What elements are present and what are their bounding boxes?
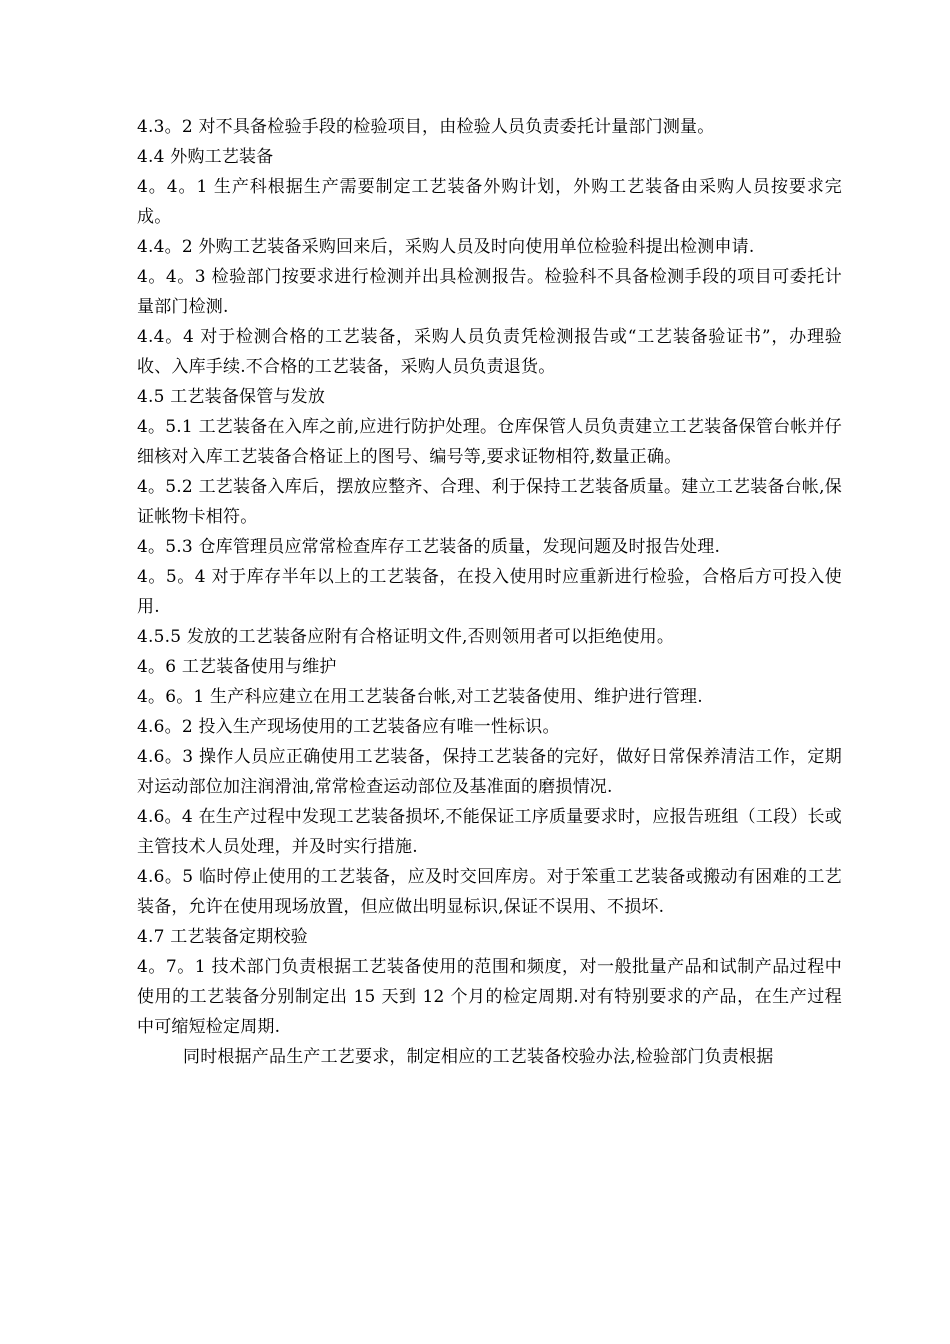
- paragraph-4-6-5: 4.6。5 临时停止使用的工艺装备，应及时交回库房。对于笨重工艺装备或搬动有困难的工艺装备，允许在使用现场放置，但应做出明显标识,保证不误用、不损坏.: [137, 867, 842, 917]
- paragraph-4-6-2: 4.6。2 投入生产现场使用的工艺装备应有唯一性标识。: [137, 717, 560, 737]
- paragraph-4-5-2: 4。5.2 工艺装备入库后，摆放应整齐、合理、利于保持工艺装备质量。建立工艺装备台帐,保证帐物卡相符。: [137, 477, 842, 527]
- paragraph-4-4-3: 4。4。3 检验部门按要求进行检测并出具检测报告。检验科不具备检测手段的项目可委托计量部门检测.: [137, 267, 842, 317]
- paragraph-4-5-3: 4。5.3 仓库管理员应常常检查库存工艺装备的质量，发现问题及时报告处理.: [137, 537, 721, 557]
- paragraph-4-5-5: 4.5.5 发放的工艺装备应附有合格证明文件,否则领用者可以拒绝使用。: [137, 627, 675, 647]
- paragraph-4-5-1: 4。5.1 工艺装备在入库之前,应进行防护处理。仓库保管人员负责建立工艺装备保管台帐并仔细核对入库工艺装备合格证上的图号、编号等,要求证物相符,数量正确。: [137, 417, 842, 467]
- paragraph-4-5-4: 4。5。4 对于库存半年以上的工艺装备，在投入使用时应重新进行检验，合格后方可投入使用.: [137, 567, 842, 617]
- heading-4-5: 4.5 工艺装备保管与发放: [137, 387, 326, 407]
- paragraph-4-6-4: 4.6。4 在生产过程中发现工艺装备损坏,不能保证工序质量要求时，应报告班组（工段）长或主管技术人员处理，并及时实行措施.: [137, 807, 842, 857]
- paragraph-continuation: 同时根据产品生产工艺要求，制定相应的工艺装备校验办法,检验部门负责根据: [183, 1047, 774, 1067]
- heading-4-6: 4。6 工艺装备使用与维护: [137, 657, 337, 677]
- paragraph-4-4-4: 4.4。4 对于检测合格的工艺装备，采购人员负责凭检测报告或“工艺装备验证书”，办理验收、入库手续.不合格的工艺装备，采购人员负责退货。: [137, 327, 842, 377]
- document-page: [137, 112, 842, 1072]
- paragraph-4-6-3: 4.6。3 操作人员应正确使用工艺装备，保持工艺装备的完好，做好日常保养清洁工作，定期对运动部位加注润滑油,常常检查运动部位及基准面的磨损情况.: [137, 747, 842, 797]
- paragraph-4-6-1: 4。6。1 生产科应建立在用工艺装备台帐,对工艺装备使用、维护进行管理.: [137, 687, 703, 707]
- paragraph-4-4-2: 4.4。2 外购工艺装备采购回来后，采购人员及时向使用单位检验科提出检测申请.: [137, 237, 755, 257]
- heading-4-4: 4.4 外购工艺装备: [137, 147, 274, 167]
- heading-4-7: 4.7 工艺装备定期校验: [137, 927, 308, 947]
- paragraph-4-4-1: 4。4。1 生产科根据生产需要制定工艺装备外购计划，外购工艺装备由采购人员按要求完成。: [137, 177, 842, 227]
- paragraph-4-7-1: 4。7。1 技术部门负责根据工艺装备使用的范围和频度，对一般批量产品和试制产品过程中使用的工艺装备分别制定出 15 天到 12 个月的检定周期.对有特别要求的产品，在生产过程中可缩短检定周期.: [137, 957, 842, 1037]
- paragraph-4-3-2: 4.3。2 对不具备检验手段的检验项目，由检验人员负责委托计量部门测量。: [137, 117, 715, 137]
